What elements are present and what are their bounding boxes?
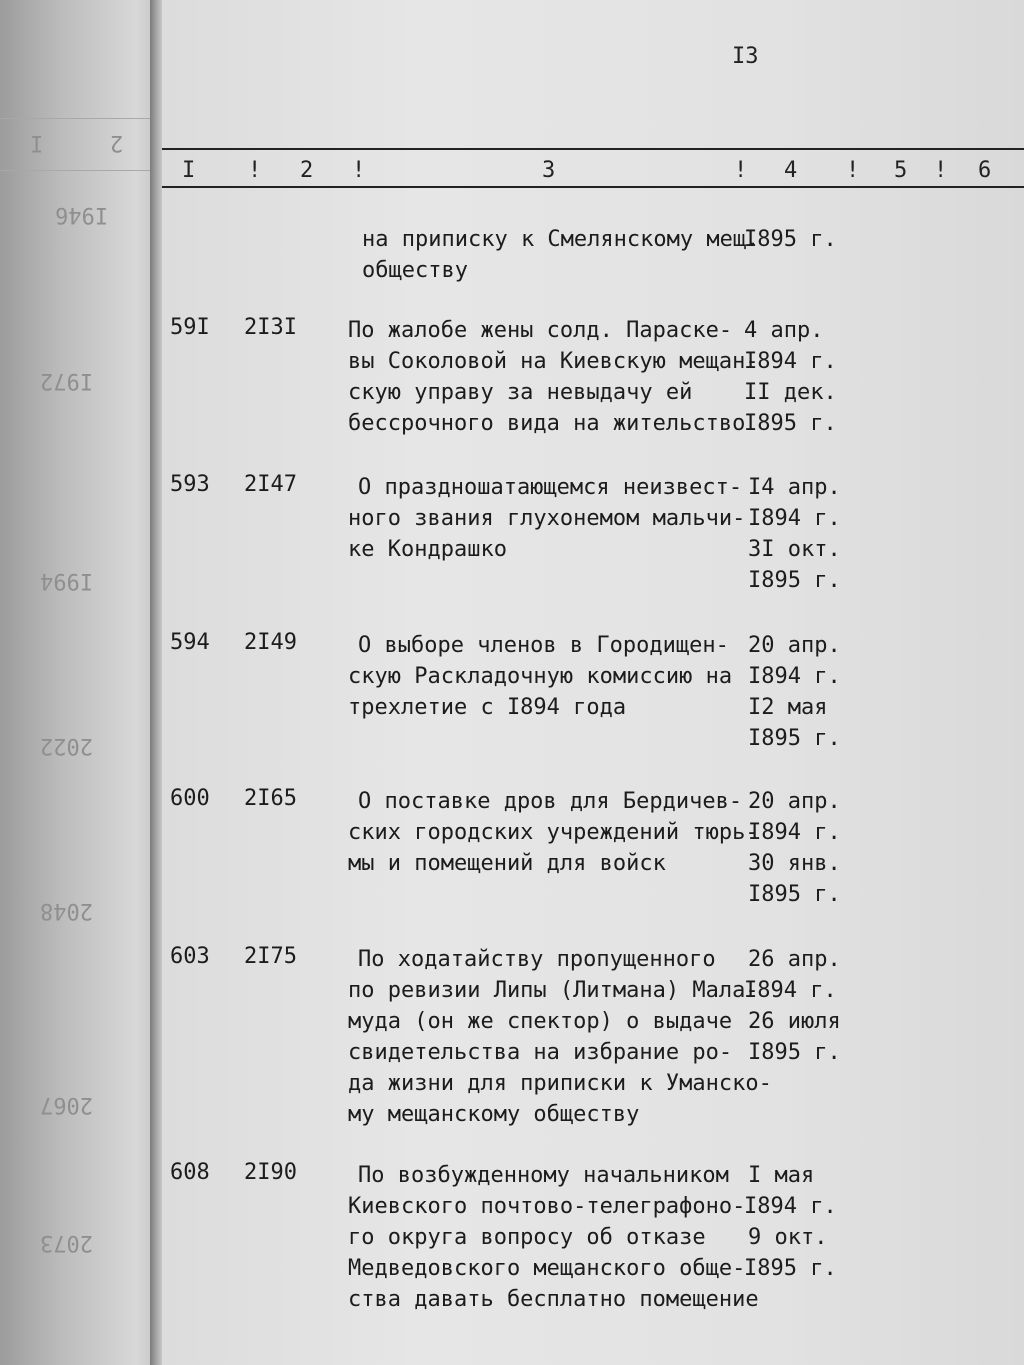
entry-date: 9 окт. <box>748 1225 828 1250</box>
entry-date: 26 апр. <box>748 947 841 972</box>
entry-description-line: О поставке дров для Бердичев- <box>358 789 743 814</box>
entry-date: I894 г. <box>744 978 837 1003</box>
column-header-4: 4 <box>784 158 798 183</box>
entry-description-line: на приписку к Смелянскому мещ. <box>362 227 760 252</box>
entry-date: 20 апр. <box>748 789 841 814</box>
entry-code: 2I47 <box>244 472 297 497</box>
entry-date: 20 апр. <box>748 633 841 658</box>
column-header-2: 2 <box>300 158 314 183</box>
column-separator: ! <box>734 158 748 183</box>
entry-number: 608 <box>170 1160 210 1185</box>
entry-description-line: ских городских учреждений тюрь- <box>348 820 759 845</box>
previous-page-edge <box>0 0 160 1365</box>
entry-description-line: свидетельства на избрание ро- <box>348 1040 733 1065</box>
column-separator: ! <box>934 158 948 183</box>
entry-date: I мая <box>748 1163 815 1188</box>
entry-description-line: ке Кондрашко <box>348 537 507 562</box>
entry-description-line: бессрочного вида на жительство <box>348 411 746 436</box>
entry-description-line: скую Раскладочную комиссию на <box>348 664 733 689</box>
column-header-5: 5 <box>894 158 908 183</box>
entry-date: I894 г. <box>748 820 841 845</box>
entry-date: I895 г. <box>744 227 837 252</box>
column-separator: ! <box>846 158 860 183</box>
entry-number: 600 <box>170 786 210 811</box>
entry-description-line: вы Соколовой на Киевскую мещан- <box>348 349 759 374</box>
entry-code: 2I75 <box>244 944 297 969</box>
entry-date: I894 г. <box>744 1194 837 1219</box>
column-header-3: 3 <box>542 158 556 183</box>
entry-code: 2I49 <box>244 630 297 655</box>
entry-date: I895 г. <box>748 726 841 751</box>
previous-page-margin-number: I946 <box>55 202 108 227</box>
column-header-1: I <box>182 158 196 183</box>
entry-description-line: О праздношатающемся неизвест- <box>358 475 743 500</box>
entry-description-line: му мещанскому обществу <box>348 1102 640 1127</box>
previous-page-margin-number: I994 <box>40 568 93 593</box>
entry-date: I895 г. <box>748 1040 841 1065</box>
entry-description-line: ства давать бесплатно помещение <box>348 1287 759 1312</box>
entry-description-line: по ревизии Липы (Литмана) Мала- <box>348 978 759 1003</box>
previous-page-margin-number: I972 <box>40 368 93 393</box>
previous-page-margin-number: 2073 <box>40 1230 93 1255</box>
entry-description-line: трехлетие с I894 года <box>348 695 627 720</box>
previous-page-rule-bottom <box>0 170 150 171</box>
entry-description-line: Медведовского мещанского обще- <box>348 1256 746 1281</box>
entry-code: 2I3I <box>244 315 297 340</box>
entry-date: I4 апр. <box>748 475 841 500</box>
entry-number: 594 <box>170 630 210 655</box>
entry-description-line: муда (он же спектор) о выдаче <box>348 1009 733 1034</box>
previous-page-header: 2 <box>110 130 124 155</box>
entry-date: I895 г. <box>744 411 837 436</box>
entry-date: I895 г. <box>744 1256 837 1281</box>
entry-description-line: О выборе членов в Городищен- <box>358 633 729 658</box>
entry-description-line: да жизни для приписки к Уманско- <box>348 1071 772 1096</box>
entry-description-line: По возбужденному начальником <box>358 1163 729 1188</box>
entry-description-line: скую управу за невыдачу ей <box>348 380 693 405</box>
entry-date: I895 г. <box>748 568 841 593</box>
document-page <box>162 0 1024 1365</box>
previous-page-rule-top <box>0 118 150 119</box>
entry-date: 30 янв. <box>748 851 841 876</box>
entry-date: I895 г. <box>748 882 841 907</box>
entry-date: I2 мая <box>748 695 828 720</box>
page-number: I3 <box>732 44 759 69</box>
entry-date: I894 г. <box>748 506 841 531</box>
column-header-6: 6 <box>978 158 992 183</box>
column-separator: ! <box>352 158 366 183</box>
previous-page-margin-number: 2048 <box>40 898 93 923</box>
table-header-rule-bottom <box>162 186 1024 188</box>
entry-description-line: мы и помещений для войск <box>348 851 666 876</box>
entry-date: 26 июля <box>748 1009 841 1034</box>
entry-number: 593 <box>170 472 210 497</box>
previous-page-margin-number: 2067 <box>40 1092 93 1117</box>
previous-page-margin-number: 2022 <box>40 733 93 758</box>
entry-code: 2I65 <box>244 786 297 811</box>
entry-description-line: По жалобе жены солд. Параске- <box>348 318 733 343</box>
entry-description-line: ного звания глухонемом мальчи- <box>348 506 746 531</box>
entry-date: 4 апр. <box>744 318 824 343</box>
entry-number: 59I <box>170 315 210 340</box>
entry-description-line: обществу <box>362 258 468 283</box>
table-header-rule-top <box>162 148 1024 150</box>
entry-description-line: Киевского почтово-телеграфоно- <box>348 1194 746 1219</box>
entry-date: I894 г. <box>744 349 837 374</box>
entry-date: 3I окт. <box>748 537 841 562</box>
entry-description-line: го округа вопросу об отказе <box>348 1225 706 1250</box>
entry-number: 603 <box>170 944 210 969</box>
column-separator: ! <box>248 158 262 183</box>
entry-description-line: По ходатайству пропущенного <box>358 947 716 972</box>
entry-code: 2I90 <box>244 1160 297 1185</box>
entry-date: I894 г. <box>748 664 841 689</box>
previous-page-header: I <box>30 130 44 155</box>
entry-date: II дек. <box>744 380 837 405</box>
